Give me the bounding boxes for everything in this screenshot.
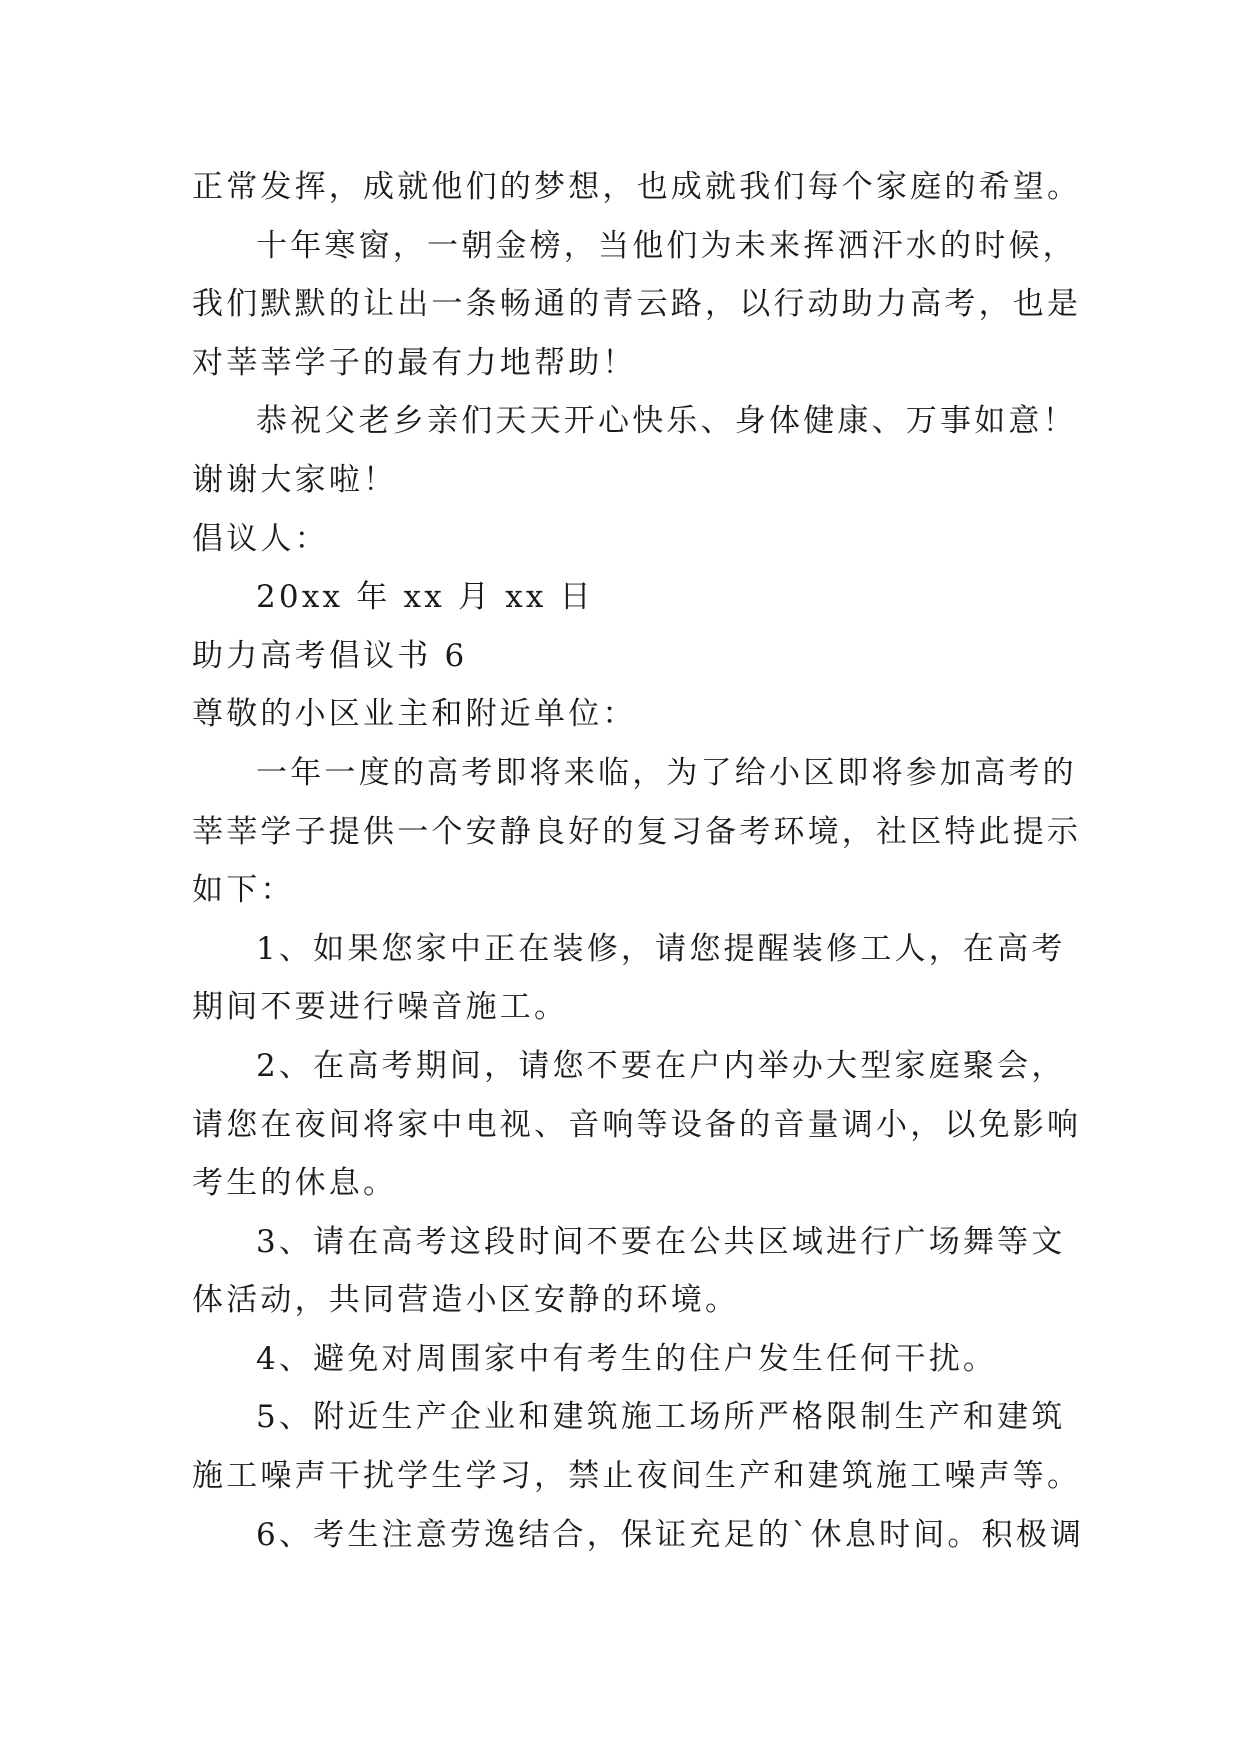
text-line: 2、在高考期间，请您不要在户内举办大型家庭聚会，	[256, 1047, 1066, 1084]
text-line: 请您在夜间将家中电视、音响等设备的音量调小，以免影响	[192, 1106, 1082, 1143]
text-line: 施工噪声干扰学生学习，禁止夜间生产和建筑施工噪声等。	[192, 1458, 1082, 1495]
document-body	[192, 158, 1085, 1564]
text-line: 考生的休息。	[192, 1165, 398, 1202]
text-line: 期间不要进行噪音施工。	[192, 989, 569, 1026]
text-line: 5、附近生产企业和建筑施工场所严格限制生产和建筑	[256, 1399, 1066, 1436]
text-line: 如下：	[192, 872, 295, 909]
text-line: 一年一度的高考即将来临，为了给小区即将参加高考的	[256, 754, 1077, 791]
text-line: 对莘莘学子的最有力地帮助！	[192, 344, 637, 381]
text-line: 1、如果您家中正在装修，请您提醒装修工人，在高考	[256, 930, 1066, 967]
text-line: 正常发挥，成就他们的梦想，也成就我们每个家庭的希望。	[192, 169, 1082, 205]
text-line: 3、请在高考这段时间不要在公共区域进行广场舞等文	[256, 1223, 1066, 1260]
text-line: 倡议人：	[192, 520, 329, 557]
text-line: 4、避免对周围家中有考生的住户发生任何干扰。	[256, 1340, 998, 1377]
text-line: 6、考生注意劳逸结合，保证充足的`休息时间。积极调	[256, 1516, 1085, 1553]
text-line: 我们默默的让出一条畅通的青云路，以行动助力高考，也是	[192, 286, 1082, 323]
text-line: 尊敬的小区业主和附近单位：	[192, 696, 637, 733]
text-line: 十年寒窗，一朝金榜，当他们为未来挥洒汗水的时候，	[256, 227, 1077, 264]
text-line: 体活动，共同营造小区安静的环境。	[192, 1282, 740, 1319]
text-line: 助力高考倡议书 6	[192, 637, 468, 674]
text-line: 恭祝父老乡亲们天天开心快乐、身体健康、万事如意！	[256, 403, 1077, 440]
text-line: 谢谢大家啦！	[192, 461, 398, 498]
text-line: 20xx 年 xx 月 xx 日	[256, 579, 594, 616]
text-line: 莘莘学子提供一个安静良好的复习备考环境，社区特此提示	[192, 813, 1082, 850]
